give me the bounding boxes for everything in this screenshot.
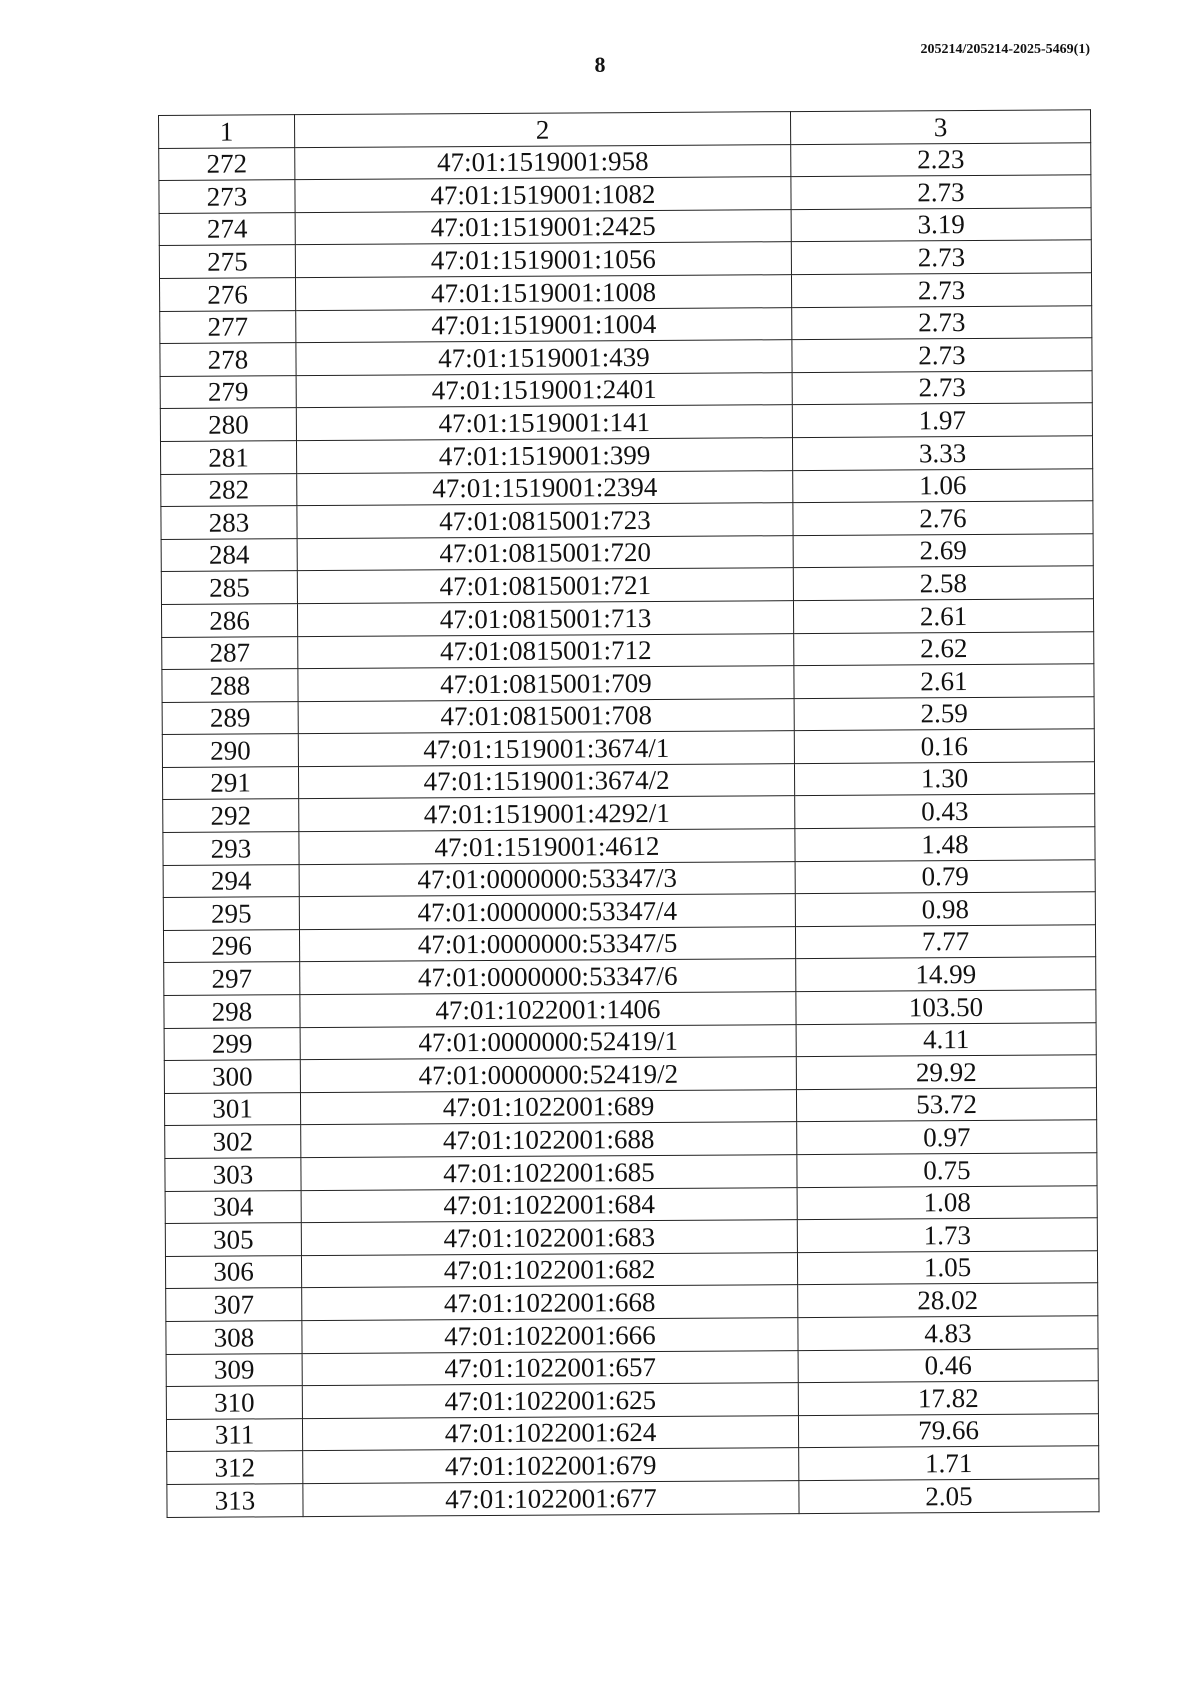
cadastral-number-cell: 47:01:0000000:52419/1: [300, 1024, 796, 1060]
row-number-cell: 282: [161, 473, 297, 506]
value-cell: 1.30: [794, 762, 1094, 796]
cadastral-number-cell: 47:01:1022001:689: [300, 1089, 796, 1125]
value-cell: 28.02: [798, 1283, 1098, 1317]
row-number-cell: 307: [166, 1288, 302, 1321]
value-cell: 4.11: [796, 1022, 1096, 1056]
row-number-cell: 294: [163, 864, 299, 897]
table-row: [161, 599, 1093, 637]
value-cell: 1.48: [795, 827, 1095, 861]
cadastral-number-cell: 47:01:1519001:1056: [295, 242, 791, 278]
table-row: [162, 664, 1094, 702]
value-cell: 2.61: [793, 599, 1093, 633]
row-number-cell: 298: [164, 995, 300, 1028]
row-number-cell: 308: [166, 1321, 302, 1354]
cadastral-number-cell: 47:01:1519001:439: [296, 340, 792, 376]
table-row: [162, 729, 1094, 767]
cadastral-number-cell: 47:01:1022001:688: [301, 1122, 797, 1158]
cadastral-number-cell: 47:01:1022001:625: [302, 1383, 798, 1419]
table-row: [159, 142, 1091, 180]
table-row: [165, 1185, 1097, 1223]
value-cell: 2.73: [791, 273, 1091, 307]
row-number-cell: 304: [165, 1190, 301, 1223]
table-row: [166, 1316, 1098, 1354]
row-number-cell: 285: [161, 571, 297, 604]
value-cell: 17.82: [798, 1381, 1098, 1415]
value-cell: 103.50: [796, 990, 1096, 1024]
value-cell: 4.83: [798, 1316, 1098, 1350]
table-row: [163, 794, 1095, 832]
table-row: [160, 338, 1092, 376]
table-row: [164, 990, 1096, 1028]
row-number-cell: 291: [162, 767, 298, 800]
cadastral-number-cell: 47:01:1519001:1008: [295, 275, 791, 311]
cadastral-number-cell: 47:01:0815001:723: [297, 503, 793, 539]
cadastral-number-cell: 47:01:1022001:685: [301, 1155, 797, 1191]
table-row: [160, 403, 1092, 441]
value-cell: 2.62: [794, 631, 1094, 665]
document-reference: 205214/205214-2025-5469(1): [920, 42, 1090, 57]
row-number-cell: 273: [159, 180, 295, 213]
table-row: [164, 1088, 1096, 1126]
row-number-cell: 277: [160, 310, 296, 343]
value-cell: 0.97: [797, 1120, 1097, 1154]
table-row: [159, 175, 1091, 213]
table-row: [166, 1348, 1098, 1386]
row-number-cell: 275: [159, 245, 295, 278]
row-number-cell: 281: [160, 441, 296, 474]
table-row: [165, 1120, 1097, 1158]
row-number-cell: 283: [161, 506, 297, 539]
value-cell: 2.23: [791, 142, 1091, 176]
table-row: [159, 208, 1091, 246]
value-cell: 1.05: [797, 1251, 1097, 1285]
cadastral-number-cell: 47:01:1519001:958: [295, 144, 791, 180]
row-number-cell: 274: [159, 212, 295, 245]
table-row: [165, 1153, 1097, 1191]
table-body: [159, 142, 1099, 1517]
table-row: [160, 436, 1092, 474]
table-row: [160, 305, 1092, 343]
cadastral-number-cell: 47:01:0000000:52419/2: [300, 1057, 796, 1093]
cadastral-number-cell: 47:01:0000000:53347/3: [299, 861, 795, 897]
table-row: [161, 468, 1093, 506]
column-header-1: 1: [159, 115, 295, 148]
row-number-cell: 280: [160, 408, 296, 441]
row-number-cell: 287: [162, 636, 298, 669]
value-cell: 1.97: [792, 403, 1092, 437]
cadastral-number-cell: 47:01:1022001:666: [302, 1318, 798, 1354]
value-cell: 0.79: [795, 859, 1095, 893]
row-number-cell: 292: [163, 799, 299, 832]
row-number-cell: 276: [159, 278, 295, 311]
row-number-cell: 302: [165, 1125, 301, 1158]
cadastral-number-cell: 47:01:0000000:53347/6: [300, 959, 796, 995]
value-cell: 1.08: [797, 1185, 1097, 1219]
row-number-cell: 289: [162, 701, 298, 734]
value-cell: 2.73: [791, 175, 1091, 209]
cadastral-number-cell: 47:01:1022001:1406: [300, 992, 796, 1028]
table-row: [159, 240, 1091, 278]
row-number-cell: 297: [164, 962, 300, 995]
cadastral-number-cell: 47:01:1022001:677: [303, 1481, 799, 1517]
row-number-cell: 295: [163, 897, 299, 930]
value-cell: 2.73: [791, 240, 1091, 274]
table-row: [165, 1218, 1097, 1256]
row-number-cell: 300: [164, 1060, 300, 1093]
cadastral-number-cell: 47:01:0815001:720: [297, 535, 793, 571]
table-row: [161, 534, 1093, 572]
parcel-table: [158, 109, 1100, 1517]
cadastral-number-cell: 47:01:0815001:712: [298, 633, 794, 669]
table-row: [162, 631, 1094, 669]
value-cell: 29.92: [796, 1055, 1096, 1089]
row-number-cell: 279: [160, 375, 296, 408]
table-row: [166, 1414, 1098, 1452]
page-number: 8: [594, 52, 606, 77]
row-number-cell: 313: [167, 1484, 303, 1517]
column-header-3: 3: [790, 110, 1090, 144]
cadastral-number-cell: 47:01:1022001:682: [301, 1252, 797, 1288]
row-number-cell: 288: [162, 669, 298, 702]
row-number-cell: 310: [166, 1386, 302, 1419]
value-cell: 2.58: [793, 566, 1093, 600]
column-header-2: 2: [295, 112, 791, 148]
value-cell: 2.61: [794, 664, 1094, 698]
value-cell: 1.73: [797, 1218, 1097, 1252]
table-row: [160, 371, 1092, 409]
row-number-cell: 286: [161, 604, 297, 637]
cadastral-number-cell: 47:01:1519001:1004: [296, 307, 792, 343]
value-cell: 2.76: [793, 501, 1093, 535]
value-cell: 2.59: [794, 696, 1094, 730]
table-row: [159, 273, 1091, 311]
table-row: [165, 1251, 1097, 1289]
cadastral-number-cell: 47:01:1022001:668: [302, 1285, 798, 1321]
row-number-cell: 299: [164, 1027, 300, 1060]
value-cell: 0.98: [795, 892, 1095, 926]
row-number-cell: 303: [165, 1158, 301, 1191]
table-row: [163, 925, 1095, 963]
cadastral-number-cell: 47:01:1519001:3674/1: [298, 731, 794, 767]
cadastral-number-cell: 47:01:0000000:53347/4: [299, 894, 795, 930]
row-number-cell: 290: [162, 734, 298, 767]
value-cell: 0.43: [795, 794, 1095, 828]
table-row: [163, 892, 1095, 930]
cadastral-number-cell: 47:01:1022001:679: [303, 1448, 799, 1484]
table-row: [164, 1022, 1096, 1060]
table-row: [164, 1055, 1096, 1093]
cadastral-number-cell: 47:01:1022001:624: [302, 1415, 798, 1451]
row-number-cell: 278: [160, 343, 296, 376]
cadastral-number-cell: 47:01:1022001:683: [301, 1220, 797, 1256]
value-cell: 3.19: [791, 208, 1091, 242]
cadastral-number-cell: 47:01:0815001:709: [298, 666, 794, 702]
row-number-cell: 301: [164, 1092, 300, 1125]
table-row: [167, 1446, 1099, 1484]
table-row: [163, 827, 1095, 865]
table-row: [167, 1479, 1099, 1517]
cadastral-number-cell: 47:01:0815001:713: [297, 601, 793, 637]
table-row: [163, 859, 1095, 897]
row-number-cell: 312: [167, 1451, 303, 1484]
table-row: [161, 501, 1093, 539]
cadastral-number-cell: 47:01:1519001:4292/1: [299, 796, 795, 832]
value-cell: 0.16: [794, 729, 1094, 763]
row-number-cell: 272: [159, 147, 295, 180]
cadastral-number-cell: 47:01:1519001:3674/2: [298, 763, 794, 799]
value-cell: 2.73: [792, 305, 1092, 339]
table-row: [161, 566, 1093, 604]
table-row: [164, 957, 1096, 995]
row-number-cell: 296: [163, 929, 299, 962]
value-cell: 2.73: [792, 371, 1092, 405]
cadastral-number-cell: 47:01:1519001:399: [296, 438, 792, 474]
value-cell: 1.71: [799, 1446, 1099, 1480]
cadastral-number-cell: 47:01:0815001:721: [297, 568, 793, 604]
value-cell: 14.99: [796, 957, 1096, 991]
cadastral-number-cell: 47:01:0000000:53347/5: [299, 926, 795, 962]
cadastral-number-cell: 47:01:1519001:2394: [297, 470, 793, 506]
table-row: [166, 1381, 1098, 1419]
value-cell: 0.75: [797, 1153, 1097, 1187]
row-number-cell: 293: [163, 832, 299, 865]
table-row: [162, 762, 1094, 800]
table-row: [162, 696, 1094, 734]
value-cell: 1.06: [793, 468, 1093, 502]
cadastral-number-cell: 47:01:0815001:708: [298, 698, 794, 734]
row-number-cell: 311: [166, 1418, 302, 1451]
cadastral-number-cell: 47:01:1519001:1082: [295, 177, 791, 213]
value-cell: 0.46: [798, 1348, 1098, 1382]
table-row: [166, 1283, 1098, 1321]
row-number-cell: 309: [166, 1353, 302, 1386]
row-number-cell: 284: [161, 538, 297, 571]
row-number-cell: 305: [165, 1223, 301, 1256]
value-cell: 7.77: [795, 925, 1095, 959]
cadastral-number-cell: 47:01:1519001:2401: [296, 372, 792, 408]
row-number-cell: 306: [165, 1255, 301, 1288]
cadastral-number-cell: 47:01:1519001:141: [296, 405, 792, 441]
value-cell: 2.05: [799, 1479, 1099, 1513]
value-cell: 79.66: [798, 1414, 1098, 1448]
cadastral-number-cell: 47:01:1519001:4612: [299, 829, 795, 865]
cadastral-number-cell: 47:01:1022001:684: [301, 1187, 797, 1223]
cadastral-number-cell: 47:01:1022001:657: [302, 1350, 798, 1386]
value-cell: 3.33: [792, 436, 1092, 470]
cadastral-number-cell: 47:01:1519001:2425: [295, 209, 791, 245]
value-cell: 53.72: [796, 1088, 1096, 1122]
value-cell: 2.73: [792, 338, 1092, 372]
value-cell: 2.69: [793, 534, 1093, 568]
